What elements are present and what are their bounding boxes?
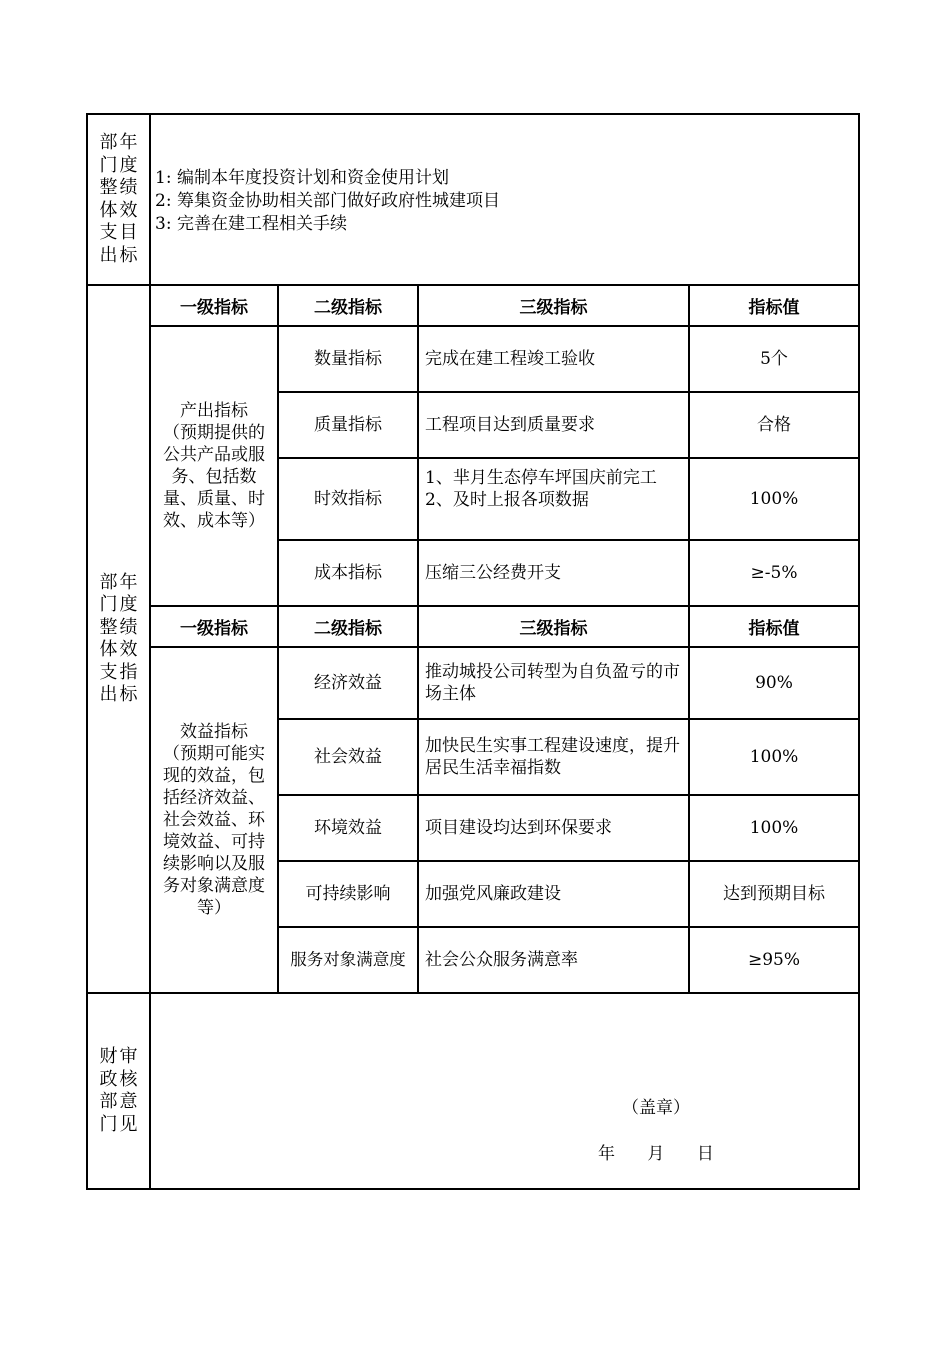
label-char: 政 [99,1068,118,1090]
benefit-level2: 社会效益 [314,747,382,767]
goal-item: 3: 完善在建工程相关手续 [155,214,347,234]
benefit-value: 100% [749,747,799,767]
goal-list [155,167,855,236]
benefit-level3: 加快民生实事工程建设速度，提升居民生活幸福指数 [425,736,680,778]
benefit-level3: 推动城投公司转型为自负盈亏的市场主体 [425,662,680,704]
benefit-level3: 社会公众服务满意率 [425,950,578,970]
output-level2: 质量指标 [314,415,382,435]
label-char: 核 [119,1068,138,1090]
label-char: 度 [119,154,138,176]
benefit-level2: 可持续影响 [305,884,391,904]
goal-label-right [120,132,138,267]
label-char: 部 [99,571,118,593]
header-level1: 一级指标 [180,619,248,639]
benefit-level2: 环境效益 [314,818,382,838]
label-char: 效 [119,639,138,660]
label-char: 审 [119,1046,138,1067]
label-char: 效 [119,199,138,221]
output-level3: 完成在建工程竣工验收 [425,349,595,369]
label-char: 目 [119,222,138,243]
label-char: 绩 [119,616,138,638]
label-char: 绩 [119,177,138,198]
label-char: 标 [119,244,138,266]
label-char: 意 [119,1091,138,1112]
label-char: 支 [99,222,118,243]
header-value: 指标值 [748,298,800,318]
benefit-level3: 项目建设均达到环保要求 [425,818,612,838]
output-level3: 压缩三公经费开支 [425,563,561,583]
benefit-value: 达到预期目标 [723,884,825,904]
label-char: 指 [119,661,138,683]
label-char: 度 [119,594,138,615]
label-char: 年 [119,571,138,593]
output-level3: 工程项目达到质量要求 [425,415,595,435]
output-level2: 时效指标 [314,489,382,509]
goal-item: 2: 筹集资金协助相关部门做好政府性城建项目 [155,191,500,211]
label-char: 整 [99,177,118,198]
header-level2: 二级指标 [314,298,382,318]
review-section-label [88,994,149,1188]
label-char: 出 [99,244,118,266]
label-char: 支 [99,661,118,683]
goal-label-left [100,132,118,267]
output-value: 100% [749,489,799,509]
benefit-value: 100% [749,818,799,838]
benefit-level1-cell: 效益指标 （预期可能实现的效益，包括经济效益、社会效益、环境效益、可持续影响以及服务对象满意度等） [163,722,265,918]
header-level1: 一级指标 [180,298,248,318]
label-char: 门 [99,594,118,615]
header-level3: 三级指标 [519,619,588,639]
label-char: 整 [99,616,118,638]
label-char: 见 [119,1113,138,1135]
goal-section-label [88,115,149,284]
review-label-left [100,1046,118,1136]
benefit-level3: 加强党风廉政建设 [425,884,561,904]
header-level3: 三级指标 [519,298,588,318]
label-char: 门 [99,1113,118,1135]
review-label-right [120,1046,138,1136]
date-line: 年 月 日 [598,1144,714,1164]
indicator-label-right [120,572,138,707]
label-char: 财 [99,1046,118,1067]
label-char: 体 [99,199,118,221]
seal-text: （盖章） [622,1098,690,1118]
benefit-level2: 经济效益 [314,673,382,693]
indicator-section-label [88,286,149,992]
label-char: 年 [119,132,138,153]
goal-item: 1: 编制本年度投资计划和资金使用计划 [155,168,449,188]
header-level2: 二级指标 [314,619,382,639]
label-char: 门 [99,154,118,176]
output-level2: 成本指标 [314,563,382,583]
benefit-level2: 服务对象满意度 [290,950,406,969]
indicator-label-left [100,572,118,707]
output-value: ≥-5% [750,563,798,583]
output-level1-cell: 产出指标 （预期提供的公共产品或服务、包括数量、质量、时效、成本等） [163,401,265,531]
label-char: 部 [99,132,118,153]
output-level3: 1、芈月生态停车坪国庆前完工 2、及时上报各项数据 [425,468,657,510]
header-value: 指标值 [748,619,800,639]
output-value: 5个 [760,349,788,369]
label-char: 部 [99,1091,118,1112]
label-char: 出 [99,684,118,705]
output-value: 合格 [757,415,791,435]
label-char: 体 [99,639,118,660]
label-char: 标 [119,684,138,705]
output-level2: 数量指标 [314,349,382,369]
benefit-value: ≥95% [747,950,801,970]
benefit-value: 90% [755,673,793,693]
